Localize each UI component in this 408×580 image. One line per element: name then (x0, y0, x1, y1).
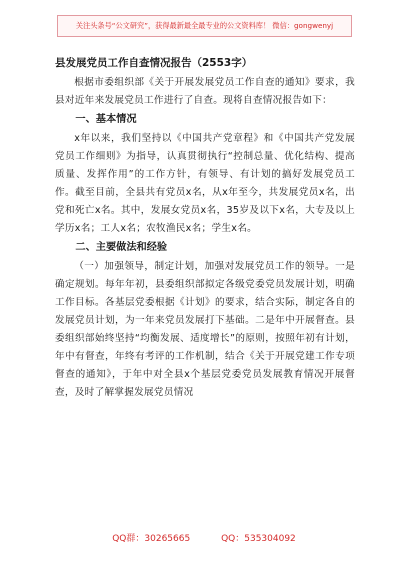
document-title: 县发展党员工作自查情况报告（2553字） (55, 57, 253, 69)
footer-qq-number: QQ：535304092 (221, 534, 296, 544)
paragraph-main-practices: （一）加强领导，制定计划，加强对发展党员工作的领导。一是确定规划。每年年初，县委组织部拟定各级党委党员发展计划，明确工作目标。各基层党委根据《计划》的要求，结合实际，制定各自的发展党员计划，为一年来党员发展打下基础。二是年中开展督查。县委组织部始终坚持“均衡发展、适度增长”的原则，按照年初有计划，年中有督查，年终有考评的工作机制，结合《关于开展党建工作专项督查的通知》，于年中对全县x个基层党委党员发展教育情况开展督查，及时了解掌握发展党员情况 (55, 261, 355, 398)
section-heading-main-practices: 二、主要做法和经验 (75, 242, 168, 253)
header-banner (57, 15, 352, 37)
document-body (55, 74, 355, 402)
footer-qq-group: QQ群：30265665 (112, 534, 191, 544)
banner-text: 关注头条号“公文研究”，获得最新最全最专业的公文资料库！ 微信：gongwenyj (75, 21, 334, 30)
section-heading-basic-situation: 一、基本情况 (75, 114, 137, 125)
footer-contact (0, 531, 408, 544)
paragraph-basic-situation: x年以来，我们坚持以《中国共产党章程》和《中国共产党发展党员工作细则》为指导，认真贯彻执行“控制总量、优化结构、提高质量、发挥作用”的工作方针，有领导、有计划的搞好发展党员工作。截至目前，全县共有党员x名，从x年至今，共发展党员x名，出党和死亡x名。其中，发展女党员x名，35岁及以下x名，大专及以上学历x名；工人x名；农牧渔民x名；学生x名。 (55, 133, 355, 234)
paragraph-intro: 根据市委组织部《关于开展发展党员工作自查的通知》要求，我县对近年来发展党员工作进行了自查。现将自查情况报告如下： (55, 77, 355, 106)
